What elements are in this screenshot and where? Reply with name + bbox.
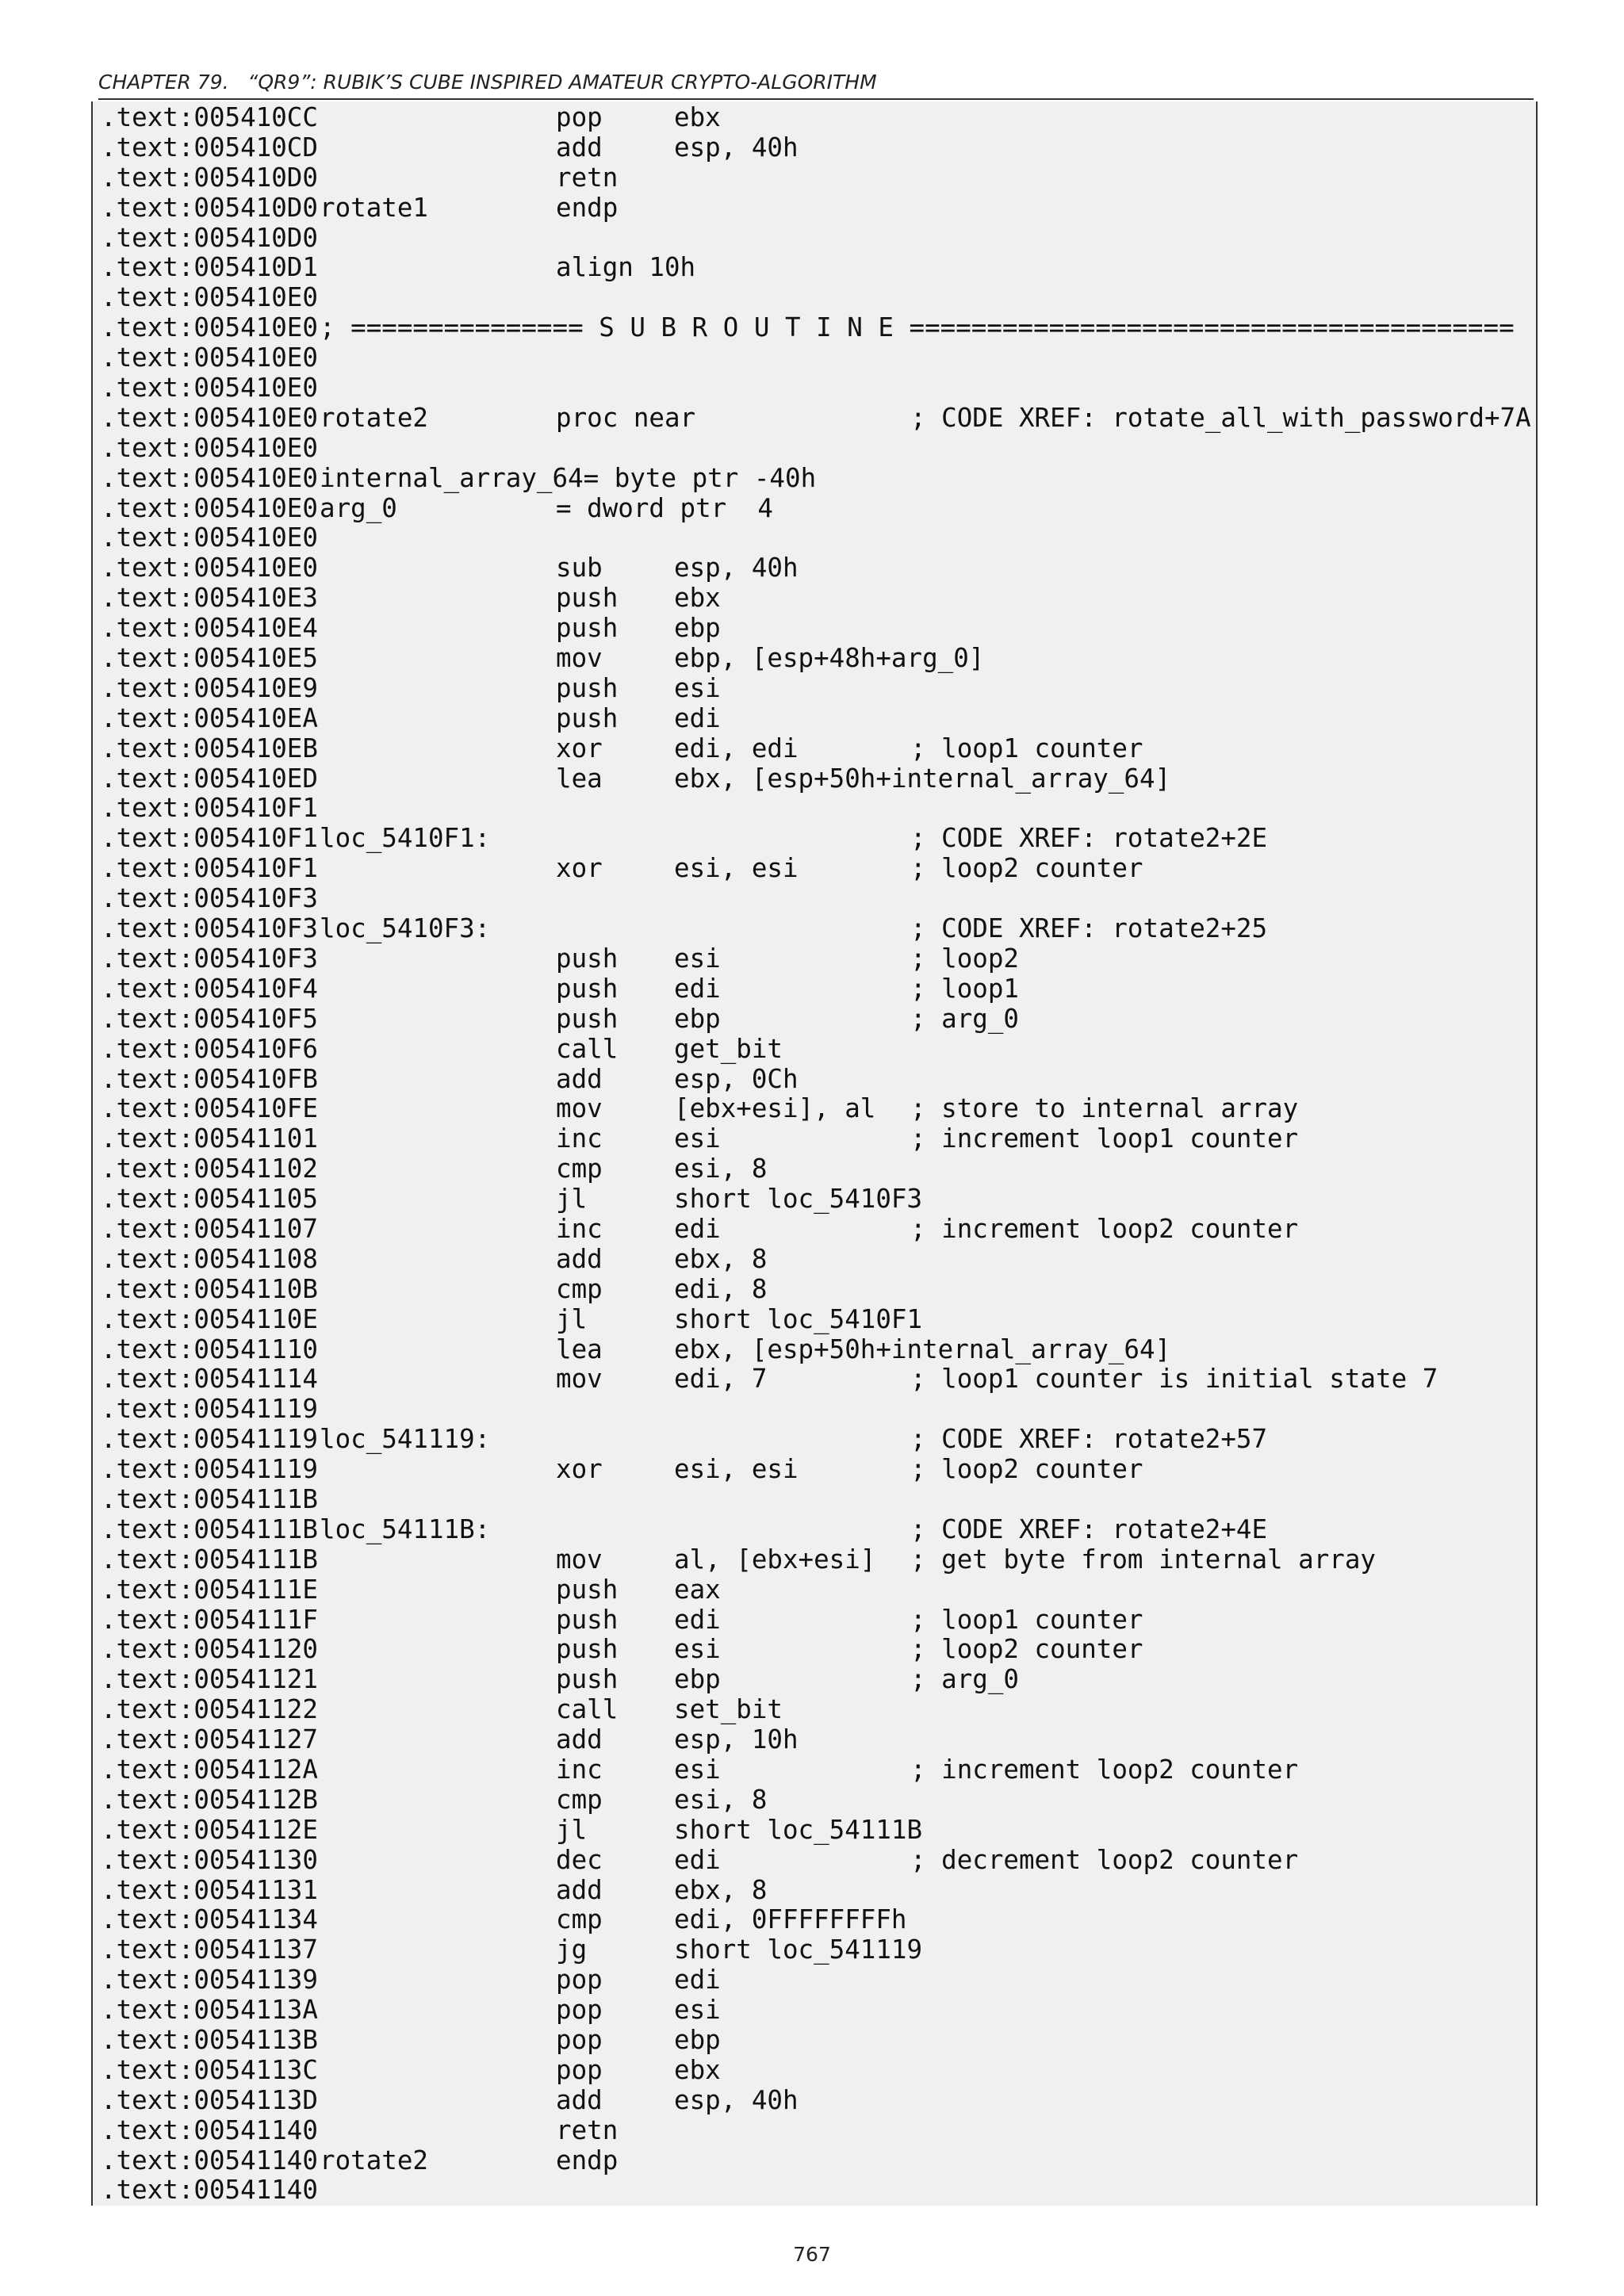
code-line [93,494,1536,524]
code-line [93,1065,1536,1095]
code-line [93,1605,1536,1636]
code-address: .text:00541121 [101,1664,318,1695]
code-mnemonic: push [556,1003,619,1034]
code-mnemonic: add [556,2084,603,2115]
code-mnemonic: retn [556,2114,619,2145]
code-line [93,1215,1536,1245]
code-mnemonic: = dword ptr 4 [556,492,773,523]
code-address: .text:005410D0 [101,192,318,223]
code-address: .text:005410F1 [101,823,318,854]
code-address: .text:0054113B [101,2025,318,2055]
code-address: .text:00541139 [101,1965,318,1996]
code-operands: ebp [674,1003,721,1034]
code-address: .text:00541102 [101,1154,318,1184]
code-operands: esp, 40h [674,553,799,584]
code-line [93,553,1536,584]
code-address: .text:0054111B [101,1544,318,1575]
code-line [93,523,1536,553]
code-comment: ; loop2 counter [910,1634,1143,1665]
code-address: .text:005410FE [101,1093,318,1124]
code-line [93,1094,1536,1124]
code-line [93,373,1536,404]
code-comment: ; arg_0 [910,1003,1019,1034]
code-operands: al, [ebx+esi] [674,1544,876,1575]
code-address: .text:005410F3 [101,913,318,944]
code-mnemonic: inc [556,1754,603,1785]
code-comment: ; increment loop2 counter [910,1754,1299,1785]
code-label: rotate2 [320,2145,428,2175]
code-address: .text:00541127 [101,1724,318,1755]
code-mnemonic: pop [556,1995,603,2026]
code-address: .text:005410E0 [101,492,318,523]
code-address: .text:00541122 [101,1694,318,1725]
code-mnemonic: call [556,1033,619,1064]
code-line [93,2175,1536,2206]
code-line [93,224,1536,254]
code-line [93,974,1536,1004]
code-operands: esp, 40h [674,2084,799,2115]
code-label: loc_5410F1: [320,823,491,854]
code-address: .text:005410E0 [101,282,318,313]
code-mnemonic: cmp [556,1273,603,1304]
code-line [93,2026,1536,2056]
code-line [93,2146,1536,2176]
code-operands: esi, 8 [674,1154,768,1184]
code-comment: ; loop1 counter [910,1604,1143,1635]
code-operands: edi [674,702,721,733]
code-operands: short loc_54111B [674,1814,923,1845]
code-address: .text:0054111B [101,1513,318,1544]
code-operands: ebp [674,2025,721,2055]
code-label: loc_54111B: [320,1513,491,1544]
code-line [93,464,1536,494]
code-comment: ; increment loop1 counter [910,1123,1299,1154]
chapter-header: CHAPTER 79. “QR9”: RUBIK’S CUBE INSPIRED AMATEUR CRYPTO-ALGORITHM [98,67,1534,100]
code-address: .text:005410E0 [101,553,318,584]
code-mnemonic: xor [556,1454,603,1485]
code-label: rotate1 [320,192,428,223]
code-operands: esp, 40h [674,132,799,163]
code-mnemonic: dec [556,1844,603,1875]
code-mnemonic: push [556,1604,619,1635]
code-mnemonic: sub [556,553,603,584]
code-line [93,1395,1536,1425]
code-address: .text:0054111B [101,1483,318,1514]
code-line [93,674,1536,704]
code-comment: ; loop2 counter [910,853,1143,884]
code-operands: ebx, [esp+50h+internal_array_64] [674,1334,1171,1364]
code-operands: edi, edi [674,733,799,763]
code-mnemonic: push [556,613,619,644]
code-address: .text:00541119 [101,1424,318,1455]
code-line [93,1665,1536,1695]
code-mnemonic: add [556,1874,603,1905]
code-comment: ; get byte from internal array [910,1544,1376,1575]
code-address: .text:00541120 [101,1634,318,1665]
code-mnemonic: endp [556,2145,619,2175]
code-address: .text:005410E0 [101,522,318,553]
code-address: .text:005410D0 [101,222,318,253]
code-address: .text:00541130 [101,1844,318,1875]
code-operands: esi [674,1995,721,2026]
code-address: .text:005410ED [101,763,318,794]
code-line [93,1755,1536,1785]
code-address: .text:005410F5 [101,1003,318,1034]
code-line [93,1935,1536,1965]
code-address: .text:005410E5 [101,643,318,674]
code-operands: ebp [674,1664,721,1695]
code-operands: esi, esi [674,853,799,884]
code-line [93,1184,1536,1215]
code-mnemonic: push [556,1664,619,1695]
code-line [93,824,1536,854]
code-line [93,1575,1536,1605]
code-address: .text:005410D0 [101,162,318,193]
code-mnemonic: jl [556,1184,588,1215]
code-comment: ; CODE XREF: rotate2+25 [910,913,1268,944]
code-operands: set_bit [674,1694,783,1725]
code-mnemonic: jl [556,1814,588,1845]
code-comment: ; CODE XREF: rotate2+57 [910,1424,1268,1455]
code-line [93,854,1536,884]
code-address: .text:0054111E [101,1574,318,1605]
code-mnemonic: align 10h [556,252,696,283]
code-line [93,734,1536,764]
code-line [93,1695,1536,1725]
code-comment: ; loop1 counter [910,733,1143,763]
code-address: .text:005410E9 [101,672,318,703]
code-line [93,133,1536,163]
code-operands: esp, 10h [674,1724,799,1755]
code-operands: edi [674,1604,721,1635]
code-line [93,1635,1536,1665]
code-mnemonic: cmp [556,1904,603,1935]
code-line [93,103,1536,133]
code-line [93,2056,1536,2086]
code-mnemonic: lea [556,763,603,794]
code-operands: edi [674,1213,721,1244]
code-line [93,283,1536,313]
code-comment: ; loop2 [910,943,1019,974]
code-operands: short loc_5410F1 [674,1303,923,1334]
code-address: .text:0054113C [101,2054,318,2085]
code-mnemonic: pop [556,1965,603,1996]
code-line [93,1275,1536,1305]
code-operands: short loc_541119 [674,1934,923,1965]
code-address: .text:005410E0 [101,432,318,463]
code-operands: ebp, [esp+48h+arg_0] [674,643,985,674]
code-address: .text:005410E0 [101,402,318,433]
code-address: .text:0054113D [101,2084,318,2115]
code-line [93,1245,1536,1275]
page-number: 767 [793,2243,831,2266]
code-address: .text:00541110 [101,1334,318,1364]
code-operands: esi [674,1123,721,1154]
code-label: loc_5410F3: [320,913,491,944]
code-address: .text:0054110B [101,1273,318,1304]
code-operands: esi [674,672,721,703]
code-operands: ebx [674,102,721,132]
code-operands: edi [674,1965,721,1996]
code-operands: edi [674,973,721,1004]
code-line [93,313,1536,343]
code-operands: ebx, [esp+50h+internal_array_64] [674,763,1171,794]
code-mnemonic: pop [556,2025,603,2055]
code-listing [91,101,1538,2206]
code-comment: ; loop2 counter [910,1454,1143,1485]
code-address: .text:00541105 [101,1184,318,1215]
code-operands: esp, 0Ch [674,1063,799,1094]
code-mnemonic: retn [556,162,619,193]
code-comment: ; CODE XREF: rotate2+4E [910,1513,1268,1544]
code-line [93,1035,1536,1065]
code-mnemonic: pop [556,102,603,132]
code-line [93,1425,1536,1455]
code-line [93,1816,1536,1846]
code-operands: ebp [674,613,721,644]
code-line [93,404,1536,434]
code-operands: esi [674,943,721,974]
code-address: .text:005410CD [101,132,318,163]
code-operands: esi, 8 [674,1784,768,1815]
code-line [93,944,1536,974]
code-operands: esi [674,1754,721,1785]
code-address: .text:00541107 [101,1213,318,1244]
code-address: .text:005410F3 [101,943,318,974]
code-line [93,1846,1536,1876]
code-line [93,1364,1536,1395]
code-mnemonic: pop [556,2054,603,2085]
code-address: .text:005410FB [101,1063,318,1094]
code-line [93,343,1536,373]
code-address: .text:005410F1 [101,853,318,884]
code-mnemonic: push [556,583,619,614]
code-line [93,253,1536,283]
code-line [93,2116,1536,2146]
code-comment: ; CODE XREF: rotate_all_with_password+7A [910,402,1531,433]
code-address: .text:0054113A [101,1995,318,2026]
code-line [93,764,1536,794]
code-line [93,644,1536,674]
code-mnemonic: mov [556,1093,603,1124]
code-address: .text:00541137 [101,1934,318,1965]
code-comment: ; arg_0 [910,1664,1019,1695]
code-address: .text:005410E0 [101,312,318,343]
code-address: .text:0054112A [101,1754,318,1785]
code-operands: edi [674,1844,721,1875]
code-mnemonic: endp [556,192,619,223]
code-line [93,884,1536,914]
code-comment: ; increment loop2 counter [910,1213,1299,1244]
code-comment: ; decrement loop2 counter [910,1844,1299,1875]
code-mnemonic: call [556,1694,619,1725]
code-operands: ebx [674,583,721,614]
code-line [93,584,1536,614]
code-address: .text:005410EB [101,733,318,763]
code-line [93,1455,1536,1485]
code-operands: eax [674,1574,721,1605]
code-mnemonic: add [556,1063,603,1094]
code-address: .text:005410F3 [101,883,318,914]
code-line [93,163,1536,193]
code-line [93,1335,1536,1365]
code-line [93,434,1536,464]
code-mnemonic: xor [556,733,603,763]
code-mnemonic: push [556,672,619,703]
code-line [93,1905,1536,1935]
code-address: .text:00541101 [101,1123,318,1154]
code-address: .text:00541140 [101,2114,318,2145]
code-line [93,614,1536,644]
code-comment: ; loop1 counter is initial state 7 [910,1364,1438,1395]
code-operands: ebx, 8 [674,1874,768,1905]
code-address: .text:0054111F [101,1604,318,1635]
code-mnemonic: mov [556,1364,603,1395]
code-address: .text:005410F4 [101,973,318,1004]
code-mnemonic: proc near [556,402,696,433]
code-address: .text:005410E3 [101,583,318,614]
code-address: .text:00541140 [101,2145,318,2175]
code-line [93,1965,1536,1996]
code-line [93,1485,1536,1515]
code-operands: edi, 7 [674,1364,768,1395]
code-address: .text:00541140 [101,2175,318,2206]
code-line [93,794,1536,824]
code-label: arg_0 [320,492,397,523]
code-address: .text:005410D1 [101,252,318,283]
code-operands: [ebx+esi], al [674,1093,876,1124]
code-mnemonic: add [556,1724,603,1755]
code-line [93,1876,1536,1906]
code-label: internal_array_64= byte ptr -40h [320,462,817,493]
code-operands: get_bit [674,1033,783,1064]
code-mnemonic: inc [556,1123,603,1154]
code-line [93,1154,1536,1184]
code-line [93,704,1536,734]
code-mnemonic: lea [556,1334,603,1364]
code-mnemonic: push [556,943,619,974]
code-line [93,1305,1536,1335]
code-address: .text:00541134 [101,1904,318,1935]
code-address: .text:00541131 [101,1874,318,1905]
code-label: ; =============== S U B R O U T I N E ======================================= [320,312,1515,343]
code-mnemonic: cmp [556,1154,603,1184]
code-line [93,193,1536,224]
code-address: .text:00541108 [101,1243,318,1274]
code-address: .text:005410F6 [101,1033,318,1064]
code-line [93,2086,1536,2116]
code-operands: esi [674,1634,721,1665]
code-address: .text:005410E0 [101,342,318,373]
code-operands: ebx [674,2054,721,2085]
code-address: .text:0054112E [101,1814,318,1845]
code-operands: esi, esi [674,1454,799,1485]
code-address: .text:005410E0 [101,462,318,493]
code-line [93,1725,1536,1755]
code-address: .text:00541119 [101,1394,318,1425]
code-mnemonic: jl [556,1303,588,1334]
code-address: .text:005410E4 [101,613,318,644]
code-mnemonic: add [556,1243,603,1274]
code-mnemonic: mov [556,1544,603,1575]
code-label: loc_541119: [320,1424,491,1455]
code-address: .text:00541114 [101,1364,318,1395]
code-comment: ; store to internal array [910,1093,1299,1124]
code-mnemonic: jg [556,1934,588,1965]
code-address: .text:0054112B [101,1784,318,1815]
code-address: .text:00541119 [101,1454,318,1485]
code-line [93,1124,1536,1154]
code-address: .text:005410F1 [101,793,318,824]
code-line [93,1004,1536,1035]
code-operands: short loc_5410F3 [674,1184,923,1215]
code-comment: ; loop1 [910,973,1019,1004]
code-line [93,1785,1536,1816]
code-address: .text:005410CC [101,102,318,132]
code-mnemonic: push [556,1634,619,1665]
code-line [93,1996,1536,2026]
code-operands: edi, 0FFFFFFFFh [674,1904,907,1935]
code-address: .text:0054110E [101,1303,318,1334]
code-line [93,1515,1536,1545]
code-comment: ; CODE XREF: rotate2+2E [910,823,1268,854]
code-mnemonic: push [556,1574,619,1605]
code-mnemonic: mov [556,643,603,674]
code-line [93,1545,1536,1575]
code-mnemonic: inc [556,1213,603,1244]
code-address: .text:005410EA [101,702,318,733]
code-address: .text:005410E0 [101,373,318,404]
code-mnemonic: push [556,702,619,733]
code-mnemonic: xor [556,853,603,884]
code-line [93,914,1536,944]
code-mnemonic: cmp [556,1784,603,1815]
code-label: rotate2 [320,402,428,433]
code-mnemonic: push [556,973,619,1004]
code-operands: ebx, 8 [674,1243,768,1274]
code-operands: edi, 8 [674,1273,768,1304]
code-mnemonic: add [556,132,603,163]
